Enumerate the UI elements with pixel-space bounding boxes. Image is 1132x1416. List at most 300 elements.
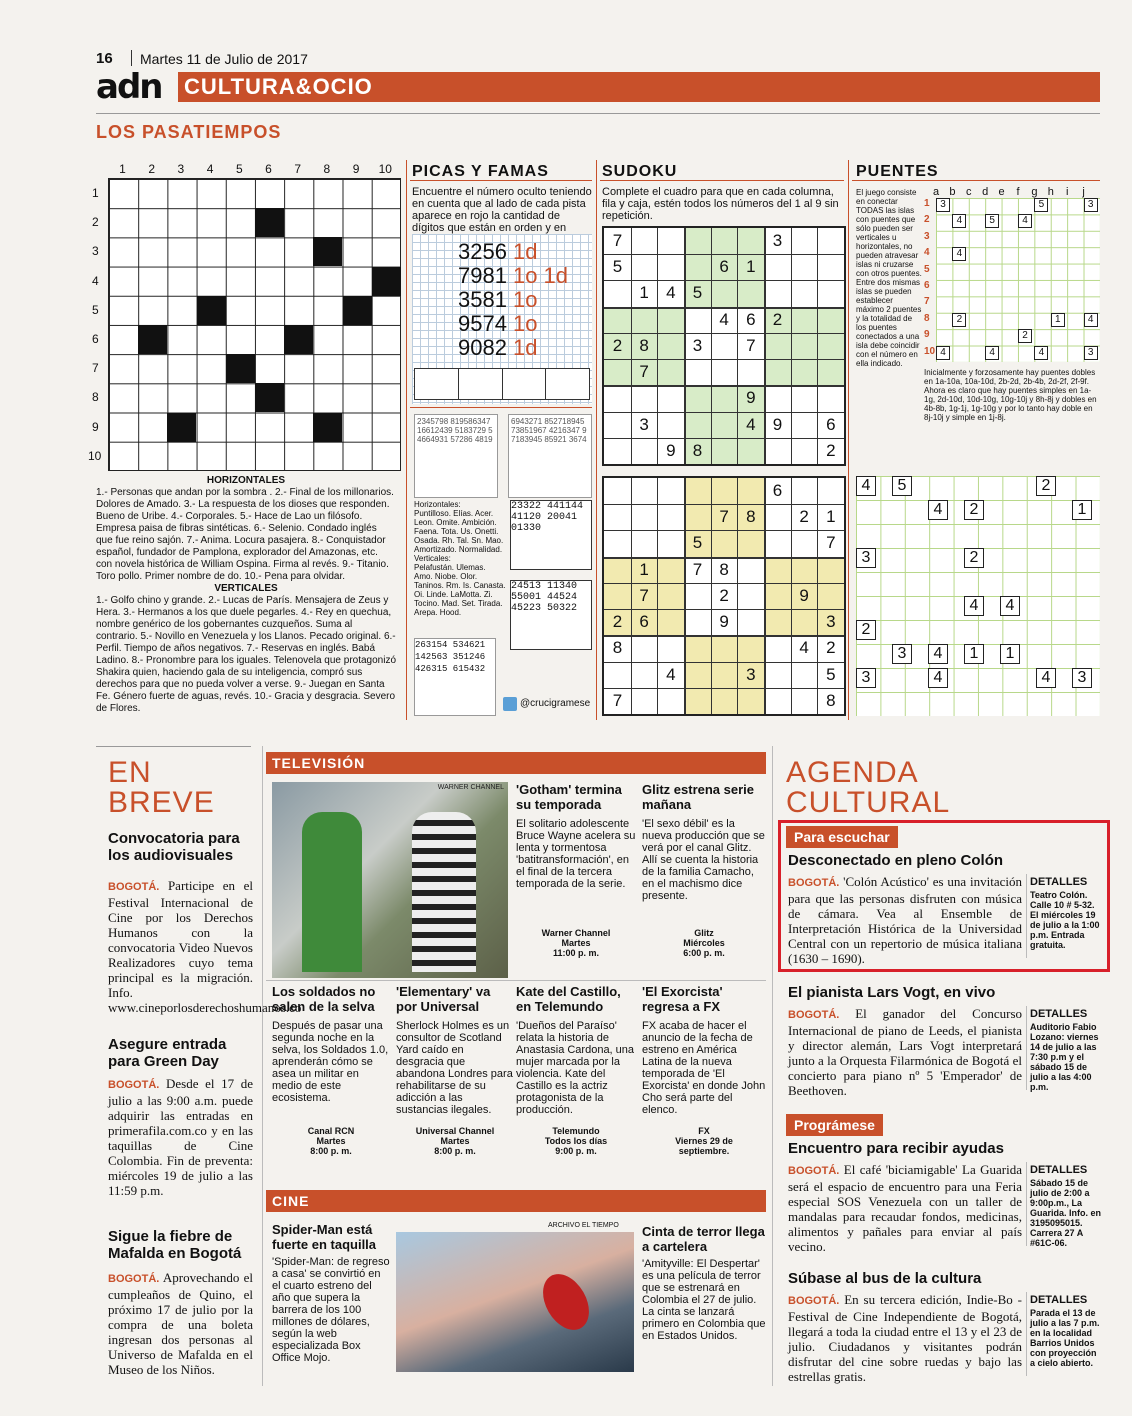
sudoku-cell[interactable]: [791, 307, 818, 333]
sudoku-cell[interactable]: [657, 307, 684, 333]
sudoku-cell[interactable]: [631, 385, 658, 411]
tv-schedule-line: Universal Channel: [415, 1126, 495, 1136]
tv-body: Después de pasar una segunda noche en la selva, los Soldados 1.0, aprenderán cómo se asea un militar en medio de este ecosistema.: [272, 1020, 389, 1104]
picas-title: PICAS Y FAMAS: [412, 163, 549, 180]
crossword-column-number: 7: [294, 162, 302, 176]
sudoku-cell[interactable]: [764, 583, 791, 609]
sudoku-cell[interactable]: [657, 385, 684, 411]
crossword-row-number: 5: [92, 302, 99, 317]
sudoku-cell[interactable]: [657, 254, 684, 280]
sudoku-cell[interactable]: [737, 635, 764, 661]
cine-headline: Spider-Man está fuerte en taquilla: [272, 1222, 377, 1252]
agenda-body: [788, 874, 1022, 966]
sudoku-cell[interactable]: [764, 438, 791, 464]
sudoku-cell[interactable]: 3: [639, 414, 649, 434]
sudoku-cell[interactable]: [737, 609, 764, 635]
details-text: Teatro Colón. Calle 10 # 5-32. El miércoles 19 de julio a la 1:00 p.m. Entrada gratuita.: [1030, 890, 1100, 950]
sudoku-grid-1[interactable]: [602, 226, 846, 466]
sudoku-cell[interactable]: 2: [612, 335, 623, 355]
sudoku-cell[interactable]: [604, 530, 631, 556]
sudoku-cell[interactable]: 7: [612, 231, 623, 250]
puentes-island: 5: [1034, 198, 1048, 212]
sudoku-cell[interactable]: [657, 228, 684, 254]
picas-result: 1o 1d: [512, 263, 569, 288]
tv-schedule: [396, 1126, 514, 1156]
sudoku-cell[interactable]: [631, 438, 658, 464]
sudoku-cell[interactable]: [631, 504, 658, 530]
sudoku-cell[interactable]: [817, 583, 844, 609]
crossword-column-number: 2: [148, 162, 156, 176]
answer-box[interactable]: [546, 369, 589, 399]
breve-body: Aprovechando el cumpleaños de Quino, el próximo 17 de julio por la compra de una boleta ingresan dos personas al Universo de Mafalda en el Museo de los Niños.: [108, 1270, 253, 1377]
puentes-column-letter: g: [1031, 186, 1038, 198]
sudoku-cell[interactable]: 3: [746, 664, 756, 684]
sudoku-cell[interactable]: 4: [746, 414, 756, 434]
breve-headline: Asegure entrada para Green Day: [108, 1036, 227, 1070]
puentes-island[interactable]: 4: [928, 500, 948, 520]
puentes-island: 2: [1018, 329, 1032, 343]
picas-answer-boxes[interactable]: [414, 368, 590, 400]
sudoku-cell[interactable]: [604, 280, 631, 306]
breve-headline: Convocatoria para los audiovisuales: [108, 830, 240, 864]
sudoku-cell[interactable]: [737, 530, 764, 556]
puentes-island: 3: [936, 198, 950, 212]
spiderman-figure: [534, 1266, 599, 1338]
sudoku-cell[interactable]: [817, 385, 844, 411]
sudoku-cell[interactable]: 4: [719, 309, 729, 329]
sudoku-cell[interactable]: [657, 333, 684, 359]
sudoku-cell[interactable]: 8: [746, 507, 756, 527]
sudoku-cell[interactable]: [791, 333, 818, 359]
sudoku-cell[interactable]: [657, 478, 684, 504]
sudoku-cell[interactable]: [711, 412, 738, 438]
sudoku-cell[interactable]: [764, 254, 791, 280]
sudoku-cell[interactable]: [711, 385, 738, 411]
solutions-v: Pelafustán. Ulemas. Amo. Niobe. Olor. Taninos. Rm. Is. Canasta. Oi. Linde. LaMotta. Zi. Tocino. Mad. Set. Tirada. Arepa. Hood.: [414, 563, 506, 617]
tv-schedule-line: septiembre.: [678, 1146, 730, 1156]
en-breve-title-line2: BREVE: [108, 786, 215, 819]
sudoku-cell[interactable]: [657, 557, 684, 583]
sudoku-cell[interactable]: [711, 688, 738, 714]
sudoku-cell[interactable]: [791, 557, 818, 583]
agenda-city: BOGOTÁ.: [788, 1165, 840, 1177]
crossword-black-square: [197, 296, 226, 325]
cine-headline: Cinta de terror llega a cartelera: [642, 1224, 765, 1254]
sudoku-cell[interactable]: [791, 254, 818, 280]
sudoku-cell[interactable]: 6: [719, 257, 729, 277]
solutions-h: Puntilloso. Elías. Acer. Leon. Omite. Ambición. Faena. Tota. Us. Onetti. Osada. Rh. Tal. Sn. Mao. Amortizado. Normalidad.: [414, 509, 504, 554]
sudoku-cell[interactable]: 3: [692, 335, 703, 355]
sudoku-cell[interactable]: [604, 385, 631, 411]
sudoku-cell[interactable]: [791, 609, 818, 635]
sudoku-cell[interactable]: 5: [612, 257, 623, 277]
en-breve-title-line1: EN: [108, 756, 152, 789]
sudoku-cell[interactable]: [711, 478, 738, 504]
puentes-island: 3: [1084, 198, 1098, 212]
puentes-island[interactable]: 5: [892, 476, 912, 496]
details-divider: [1026, 1162, 1027, 1246]
answer-box[interactable]: [459, 369, 503, 399]
sudoku-cell[interactable]: 4: [799, 638, 809, 658]
sudoku-cell[interactable]: [684, 254, 711, 280]
sudoku-cell[interactable]: [631, 307, 658, 333]
tv-headline: 'Elementary' va por Universal: [396, 984, 491, 1014]
puentes-row-number: 10: [924, 345, 936, 357]
sudoku-cell[interactable]: [684, 609, 711, 635]
tv-body: Sherlock Holmes es un consultor de Scotland Yard caído en desgracia que abandona Londres para rehabilitarse de su adicción a las sustancias ilegales.: [396, 1020, 513, 1116]
cine-section-bar: CINE: [266, 1190, 766, 1212]
crossword-row-number: 4: [92, 273, 99, 288]
puentes-column-letter: a: [932, 186, 940, 198]
cine-item-1: [272, 1222, 390, 1364]
sudoku-cell[interactable]: 6: [746, 309, 756, 329]
puentes-island[interactable]: 1: [1000, 644, 1020, 664]
agenda-headline: Súbase al bus de la cultura: [788, 1270, 982, 1287]
sudoku-cell[interactable]: [604, 662, 631, 688]
sudoku-cell[interactable]: [604, 412, 631, 438]
crossword-black-square: [255, 383, 284, 412]
sudoku-cell[interactable]: [657, 609, 684, 635]
puentes-island[interactable]: 1: [1072, 500, 1092, 520]
tv-headline: 'Gotham' termina su temporada: [516, 782, 622, 812]
tv-schedule-line: Todos los días: [544, 1136, 608, 1146]
sudoku-cell[interactable]: [791, 478, 818, 504]
sudoku-cell[interactable]: 7: [826, 533, 836, 553]
picas-number: 3581: [458, 287, 507, 312]
sudoku-cell[interactable]: 8: [719, 559, 729, 579]
sudoku-cell[interactable]: [737, 583, 764, 609]
sudoku-cell[interactable]: [604, 583, 631, 609]
puentes-column-letter: f: [1016, 186, 1020, 198]
crossword-black-square: [226, 354, 255, 383]
agenda-tag: Para escuchar: [786, 826, 898, 848]
agenda-city: BOGOTÁ.: [788, 877, 840, 889]
sudoku-cell[interactable]: [817, 359, 844, 385]
puentes-island[interactable]: 2: [856, 620, 876, 640]
verticales-clues: 1.- Golfo chino y grande. 2.- Lucas de París. Mensajera de Zeus y Hera. 3.- Hermanos a los que duele pegarles. 4.- Rey en quechua, nombre genérico de los gobernantes cuzqueños. Suma al contrario. 5.- Novillo en Venezuela y los Llanos. Pecado original. 6.- Perfil. Tiempo de años negativos. 7.- Reservas en inglés. Babá Ladino. 8.- Pronombre para los iguales. Telenovela que protagonizó Shakira quien, haciendo gala de su inteligencia, compró sus derechos para que no pueda volver a verse. 9.- Juegan en Santa Fe. Género fuerte de aguas, revés. 10.- Gracia y desgracia. Severo de Flores.: [96, 595, 397, 714]
crossword-column-number: 5: [235, 162, 243, 176]
sudoku-cell[interactable]: [711, 228, 738, 254]
sudoku-cell[interactable]: [764, 504, 791, 530]
sudoku-cell[interactable]: [764, 280, 791, 306]
sudoku-cell[interactable]: [684, 228, 711, 254]
sudoku-cell[interactable]: 6: [772, 481, 783, 500]
sudoku-cell[interactable]: [711, 662, 738, 688]
sudoku-cell[interactable]: [817, 307, 844, 333]
picas-number: 9082: [458, 335, 507, 360]
sudoku-cell[interactable]: [657, 412, 684, 438]
sudoku-cell[interactable]: [817, 333, 844, 359]
sudoku-cell[interactable]: [791, 412, 818, 438]
sudoku-cell[interactable]: [737, 359, 764, 385]
sudoku-cell[interactable]: 3: [826, 612, 836, 632]
picas-clue-row: [458, 336, 568, 360]
sudoku-instructions: Complete el cuadro para que en cada columna, fila y caja, estén todos los números del 1 al 9 sin repetición.: [602, 186, 839, 222]
answer-box[interactable]: [415, 369, 459, 399]
sudoku-cell[interactable]: 7: [746, 335, 756, 355]
sudoku-cell[interactable]: [764, 688, 791, 714]
puentes-row-number: 5: [924, 263, 930, 275]
sudoku-cell[interactable]: [737, 438, 764, 464]
answer-box[interactable]: [503, 369, 547, 399]
sudoku-cell[interactable]: 9: [746, 388, 756, 408]
puentes-island[interactable]: 3: [1072, 668, 1092, 688]
crossword-column-number: 4: [206, 162, 214, 176]
sudoku-cell[interactable]: [657, 635, 684, 661]
puentes-island[interactable]: 4: [1000, 596, 1020, 616]
tv-headline: Los soldados no salen de la selva: [272, 984, 376, 1014]
previous-puentes-solution: 23322 441144 41120 20041 01330: [510, 500, 592, 570]
sudoku-cell[interactable]: [737, 280, 764, 306]
crossword-row-number: 8: [92, 390, 99, 405]
puentes-island[interactable]: 4: [964, 596, 984, 616]
sudoku-cell[interactable]: [604, 557, 631, 583]
puentes-island[interactable]: 3: [856, 668, 876, 688]
issue-date: Martes 11 de Julio de 2017: [140, 51, 308, 67]
agenda-body: [788, 1006, 1022, 1098]
sudoku-cell[interactable]: 7: [612, 690, 623, 710]
sudoku-cell[interactable]: [711, 635, 738, 661]
puentes-island[interactable]: 2: [1036, 476, 1056, 496]
sudoku-cell[interactable]: [684, 412, 711, 438]
details-text: Auditorio Fabio Lozano: viernes 14 de julio a las 7:30 p.m y el sábado 15 de julio a las 4:00 p.m.: [1030, 1022, 1099, 1092]
tv-item: [642, 984, 766, 1156]
sudoku-cell[interactable]: [791, 228, 818, 254]
sudoku-cell[interactable]: [684, 385, 711, 411]
sudoku-cell[interactable]: 2: [719, 585, 729, 605]
gotham-photo: [272, 782, 508, 978]
twitter-handle[interactable]: @crucigramese: [520, 698, 591, 709]
tv-schedule-line: Telemundo: [552, 1126, 600, 1136]
puentes-island[interactable]: 1: [964, 644, 984, 664]
sudoku-cell[interactable]: [764, 333, 791, 359]
sudoku-cell[interactable]: [791, 385, 818, 411]
tv-schedule-line: 8:00 p. m.: [310, 1146, 352, 1156]
sudoku-cell[interactable]: [684, 635, 711, 661]
puentes-column-letter: b: [949, 186, 956, 198]
sudoku-cell[interactable]: [631, 228, 658, 254]
puentes-island[interactable]: 4: [928, 668, 948, 688]
solutions-v-title: Verticales:: [414, 554, 451, 563]
sudoku-cell[interactable]: [631, 530, 658, 556]
sudoku-cell[interactable]: [711, 438, 738, 464]
tv-body: El solitario adolescente Bruce Wayne acelera su lenta y tormentosa 'batitransformación', en el final de la tercera temporada de la serie.: [516, 818, 636, 890]
picas-rule: [410, 407, 592, 408]
breve-city: BOGOTÁ.: [108, 881, 160, 893]
sudoku-cell[interactable]: [764, 635, 791, 661]
sudoku-cell[interactable]: [684, 359, 711, 385]
sudoku-cell[interactable]: [817, 254, 844, 280]
puentes-island[interactable]: 3: [892, 644, 912, 664]
sudoku-cell[interactable]: [684, 504, 711, 530]
picas-clue-row: [458, 240, 568, 264]
tv-schedule-line: 11:00 p. m.: [552, 948, 600, 958]
crossword-row-number: 7: [92, 361, 99, 376]
sudoku-cell[interactable]: 5: [692, 533, 703, 553]
crossword-black-square: [138, 325, 167, 354]
crossword-row-number: 2: [92, 215, 99, 230]
sudoku-cell[interactable]: [684, 307, 711, 333]
puentes-island[interactable]: 3: [856, 548, 876, 568]
sudoku-cell[interactable]: 7: [692, 559, 703, 579]
sudoku-cell[interactable]: [711, 280, 738, 306]
sudoku-cell[interactable]: 5: [826, 664, 836, 684]
cine-body: 'Amityville: El Despertar' es una película de terror que se estrenará en Colombia el 27 de julio. La cinta se lanzará primero en Colombia que en Estados Unidos.: [642, 1258, 766, 1342]
sudoku-cell[interactable]: [684, 478, 711, 504]
sudoku-cell[interactable]: 8: [826, 690, 836, 710]
sudoku-cell[interactable]: [631, 688, 658, 714]
sudoku-cell[interactable]: [791, 438, 818, 464]
sudoku-cell[interactable]: 2: [612, 612, 623, 632]
puentes-row-number: 7: [924, 296, 930, 308]
picas-instructions: Encuentre el número oculto teniendo en cuenta que al lado de cada pista aparece en rojo la cantidad de dígitos que están en orden y en: [412, 186, 592, 234]
sudoku-cell[interactable]: 2: [799, 507, 809, 527]
crossword-grid[interactable]: [108, 178, 401, 471]
sudoku-cell[interactable]: [711, 530, 738, 556]
details-text: Parada el 13 de julio a las 7 p.m. en la localidad Barrios Unidos con proyección a cielo abierto.: [1030, 1308, 1100, 1368]
sudoku-cell[interactable]: 1: [826, 507, 836, 527]
sudoku-cell[interactable]: [711, 333, 738, 359]
sudoku-cell[interactable]: 5: [692, 283, 703, 303]
sudoku-cell[interactable]: [817, 478, 844, 504]
sudoku-cell[interactable]: [711, 359, 738, 385]
picas-clue-row: [458, 312, 568, 336]
cine-body: 'Spider-Man: de regreso a casa' se convirtió en el cuarto estreno del año que supera la barrera de los 100 millones de dólares, según la web especializada Box Office Mojo.: [272, 1256, 390, 1364]
crossword-row-number: 1: [92, 186, 99, 200]
television-section-bar: TELEVISIÓN: [266, 752, 766, 774]
sudoku-cell[interactable]: [657, 530, 684, 556]
sudoku-cell[interactable]: 6: [639, 612, 649, 632]
sudoku-cell[interactable]: [764, 557, 791, 583]
sudoku-cell[interactable]: [791, 530, 818, 556]
crossword-black-square: [313, 237, 342, 266]
puentes-example-text: Inicialmente y forzosamente hay puentes dobles en 1a-10a, 10a-10d, 2b-2d, 2b-4b, 2d-2f, 2f-9f. Ahora es claro que hay puentes simples en 1a-1g, 2d-10d, 10d-10g, 10g-10j y 8h-8j y dobles en 4b-8b, 1g-1j, 1g-10g y por lo tanto hay doble en 8j-10j y simple en 1j-8j.: [924, 368, 1097, 422]
sudoku-cell[interactable]: 4: [666, 283, 676, 303]
sudoku-cell[interactable]: [791, 280, 818, 306]
sudoku-cell[interactable]: 6: [826, 414, 836, 434]
picas-result: 1o: [512, 287, 538, 312]
sudoku-cell[interactable]: [791, 359, 818, 385]
sudoku-cell[interactable]: [737, 688, 764, 714]
sudoku-cell[interactable]: 1: [639, 283, 649, 303]
sudoku-cell[interactable]: 9: [666, 440, 676, 460]
crossword-black-square: [167, 413, 196, 442]
puentes-island[interactable]: 2: [964, 548, 984, 568]
puentes-island: 4: [936, 346, 950, 360]
agenda-body: [788, 1162, 1022, 1254]
sudoku-cell[interactable]: [764, 662, 791, 688]
crossword-column-number: 1: [119, 162, 126, 176]
sudoku-cell[interactable]: 9: [799, 585, 809, 605]
sudoku-cell[interactable]: [657, 688, 684, 714]
sudoku-cell[interactable]: [604, 359, 631, 385]
breve-item-2: [108, 1036, 253, 1198]
puentes-island[interactable]: 4: [856, 476, 876, 496]
sudoku-cell[interactable]: [631, 254, 658, 280]
tv-schedule-line: 8:00 p. m.: [434, 1146, 476, 1156]
sudoku-cell[interactable]: 1: [639, 559, 649, 579]
crossword-black-square: [313, 413, 342, 442]
sudoku-cell[interactable]: [764, 530, 791, 556]
sudoku-cell[interactable]: [817, 280, 844, 306]
sudoku-cell[interactable]: 2: [772, 309, 783, 329]
sudoku-cell[interactable]: [684, 583, 711, 609]
sudoku-cell[interactable]: [764, 609, 791, 635]
sudoku-cell[interactable]: 9: [772, 414, 783, 434]
crossword-black-square: [255, 208, 284, 237]
puentes-title: PUENTES: [856, 163, 939, 180]
sudoku-cell[interactable]: 8: [692, 440, 703, 460]
sudoku-cell[interactable]: [604, 307, 631, 333]
puentes-island: 1: [1051, 313, 1065, 327]
sudoku-cell[interactable]: [737, 478, 764, 504]
sudoku-cell[interactable]: [791, 662, 818, 688]
sudoku-cell[interactable]: [631, 662, 658, 688]
breve-body: Participe en el Festival Internacional de Cine por los Derechos Humanos con la convocatoria Video Nuevos Realizadores cuyo tema principal es la migración. Info. www.cineporlosderechoshumanos.co: [108, 878, 302, 1015]
agenda-city: BOGOTÁ.: [788, 1295, 840, 1307]
sudoku-cell[interactable]: [604, 438, 631, 464]
puentes-column-letter: i: [1065, 186, 1069, 198]
puentes-island[interactable]: 4: [928, 644, 948, 664]
picas-result: 1d: [512, 239, 538, 264]
puentes-island[interactable]: 2: [964, 500, 984, 520]
sudoku-cell[interactable]: [657, 359, 684, 385]
sudoku-cell[interactable]: [737, 557, 764, 583]
sudoku-cell[interactable]: 1: [746, 257, 756, 277]
sudoku-cell[interactable]: 2: [826, 638, 836, 658]
sudoku-cell[interactable]: 4: [666, 664, 676, 684]
previous-crossword-solutions: [414, 500, 506, 617]
sudoku-cell[interactable]: [631, 635, 658, 661]
sudoku-cell[interactable]: [657, 504, 684, 530]
sudoku-grid-2[interactable]: [602, 476, 846, 716]
sudoku-cell[interactable]: [817, 557, 844, 583]
sudoku-cell[interactable]: 9: [719, 612, 729, 632]
puentes-puzzle-grid[interactable]: [856, 476, 1100, 716]
sudoku-cell[interactable]: [604, 478, 631, 504]
puentes-island[interactable]: 4: [1036, 668, 1056, 688]
tv-schedule-line: FX: [698, 1126, 710, 1136]
sudoku-cell[interactable]: 7: [719, 507, 729, 527]
sudoku-cell[interactable]: 3: [772, 231, 783, 250]
sudoku-cell[interactable]: 7: [639, 362, 649, 382]
sudoku-cell[interactable]: 7: [639, 585, 649, 605]
tv-schedule-line: Viernes 29 de: [675, 1136, 733, 1146]
sudoku-rule: [600, 180, 844, 181]
sudoku-cell[interactable]: [631, 478, 658, 504]
sudoku-cell[interactable]: [764, 359, 791, 385]
sudoku-cell[interactable]: [817, 228, 844, 254]
sudoku-cell[interactable]: [657, 583, 684, 609]
sudoku-cell[interactable]: 8: [639, 335, 649, 355]
puentes-column-letter: h: [1047, 186, 1054, 198]
sudoku-cell[interactable]: [737, 228, 764, 254]
sudoku-cell[interactable]: [684, 662, 711, 688]
sudoku-cell[interactable]: 8: [612, 638, 623, 658]
tv-schedule-line: Miércoles: [683, 938, 725, 948]
sudoku-cell[interactable]: 2: [826, 440, 836, 460]
horizontales-title: HORIZONTALES: [206, 475, 286, 486]
sudoku-cell[interactable]: [604, 504, 631, 530]
puentes-island: 2: [952, 313, 966, 327]
details-text: Sábado 15 de julio de 2:00 a 9:00p.m., La Guarida. Info. en 3195095015. Carrera 27 A #61C-06.: [1030, 1178, 1102, 1248]
sudoku-cell[interactable]: [791, 688, 818, 714]
picas-number: 9574: [458, 311, 507, 336]
sudoku-cell[interactable]: [684, 688, 711, 714]
agenda-text: En su tercera edición, Indie-Bo - Festival de Cine Independiente de Bogotá, llegará a toda la ciudad entre el 13 y el 23 de julio. Ciudadanos y visitantes podrán disfrutar del cine sobre ruedas y bajo las estrellas gratis.: [788, 1292, 1022, 1384]
tv-schedule: [516, 928, 636, 958]
sudoku-cell[interactable]: [764, 385, 791, 411]
